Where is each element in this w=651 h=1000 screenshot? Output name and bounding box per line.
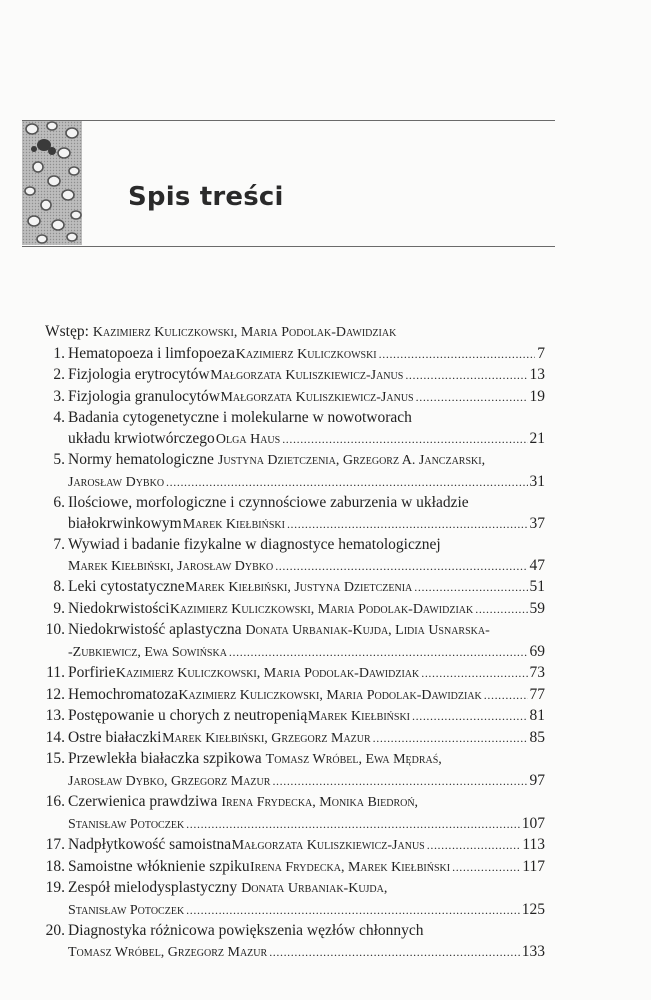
toc-entry-number: 8. <box>53 578 65 595</box>
toc-entry-page: 37 <box>529 514 545 532</box>
toc-entry-number: 20. <box>45 922 65 939</box>
toc-entry-page: 77 <box>529 685 545 703</box>
toc-leader-dots <box>416 387 528 408</box>
toc-entry-line <box>45 408 545 429</box>
toc-entry-line <box>45 514 545 536</box>
toc-entry-number: 19. <box>45 879 65 896</box>
toc-entry-line <box>45 814 545 836</box>
toc-entry-authors: Olga Haus <box>215 431 281 447</box>
toc-entry-title: Leki cytostatyczne <box>68 578 185 595</box>
toc-entry-authors: Tomasz Wróbel, Ewa Mędraś, <box>265 752 442 767</box>
toc-entry-line <box>45 835 545 857</box>
toc-entry-number: 4. <box>53 409 65 426</box>
toc-entry-title: Niedokrwistość aplastyczna <box>68 621 242 638</box>
toc-entry-title: Zespół mielodysplastyczny <box>68 879 238 896</box>
toc-entry-line <box>45 365 545 387</box>
toc-entry-authors: Donata Urbaniak-Kujda, <box>241 881 388 896</box>
toc-entry-line <box>45 344 545 366</box>
toc-entry-authors: Kazimierz Kuliczkowski, Maria Podolak-Dawidziak <box>115 666 420 681</box>
toc-entry-line <box>45 577 545 599</box>
toc-entry-page: 51 <box>529 578 545 595</box>
toc-entry-page: 47 <box>529 556 545 574</box>
toc-entry-page: 81 <box>529 707 545 724</box>
toc-entry-number: 11. <box>46 664 65 681</box>
toc-entry-title: Ilościowe, morfologiczne i czynnościowe zaburzenia w układzie <box>68 494 469 511</box>
toc-entry-authors: Justyna Dzietczenia, Grzegorz A. Janczarski, <box>217 453 486 468</box>
toc-leader-dots <box>287 514 528 535</box>
toc-entry-page: 31 <box>529 472 545 490</box>
toc-entry-page: 13 <box>529 366 545 383</box>
toc-entry-line <box>45 685 545 707</box>
toc-entry-authors: Kazimierz Kuliczkowski <box>235 346 377 362</box>
toc-entry-number: 12. <box>45 685 65 703</box>
toc-leader-dots <box>186 900 520 921</box>
header-bottom-rule <box>22 246 555 247</box>
toc-entry-line <box>45 620 545 642</box>
toc-entry-number: 7. <box>53 536 65 553</box>
toc-intro-authors: Kazimierz Kuliczkowski, Maria Podolak-Dawidziak <box>92 325 397 340</box>
toc-entry-title: Niedokrwistości <box>68 599 170 617</box>
toc-entry-authors: Marek Kiełbiński, Justyna Dzietczenia <box>185 580 413 595</box>
toc-entry-number: 6. <box>53 494 65 511</box>
toc-leader-dots <box>166 472 527 493</box>
toc-entry-title: Badania cytogenetyczne i molekularne w nowotworach <box>68 409 412 426</box>
toc-entry-line <box>45 472 545 494</box>
toc-entry-authors: Stanisław Potoczek <box>68 902 185 918</box>
toc-entry-title: Nadpłytkowość samoistna <box>68 836 232 853</box>
toc-entry-title: Fizjologia granulocytów <box>68 387 220 405</box>
toc-entry-page: 19 <box>529 387 545 405</box>
toc-leader-dots <box>405 365 527 386</box>
toc-entry-line <box>45 642 545 664</box>
page-title: Spis treści <box>128 182 284 212</box>
toc-leader-dots <box>272 771 527 792</box>
toc-entry-number: 15. <box>45 750 65 767</box>
toc-entry-line <box>45 942 545 964</box>
toc-entry-authors: Marek Kiełbiński, Jarosław Dybko <box>68 558 274 574</box>
toc-entry-number: 16. <box>45 793 65 810</box>
toc-entry-number: 1. <box>53 344 65 362</box>
toc-entry-line <box>45 771 545 793</box>
toc-leader-dots <box>379 344 536 365</box>
toc-entry-page: 117 <box>522 857 545 875</box>
toc-entry-authors: Małgorzata Kuliszkiewicz-Janus <box>210 368 404 383</box>
toc-entry-line <box>45 706 545 728</box>
toc-leader-dots <box>269 942 520 963</box>
toc-entry-line <box>45 599 545 621</box>
toc-leader-dots <box>275 556 527 577</box>
toc-leader-dots <box>421 663 527 684</box>
toc-entry-title: Hemochromatoza <box>68 685 179 703</box>
header-top-rule <box>22 120 555 121</box>
toc-entry-page: 107 <box>521 814 545 832</box>
toc-intro <box>45 322 545 344</box>
toc-leader-dots <box>475 599 527 620</box>
toc-entry-line <box>45 728 545 750</box>
toc-entry-line <box>45 450 545 472</box>
toc-leader-dots <box>229 642 528 663</box>
toc-entry-line <box>45 878 545 900</box>
toc-leader-dots <box>452 857 520 878</box>
toc-entry-page: 73 <box>529 664 545 681</box>
toc-entry-line <box>45 663 545 685</box>
toc-entry-title: Normy hematologiczne <box>68 451 214 468</box>
toc-entry-title: Hematopoeza i limfopoeza <box>68 344 235 362</box>
toc-entry-title: Ostre białaczki <box>68 728 162 746</box>
toc-leader-dots <box>186 814 520 835</box>
toc-entry-page: 97 <box>529 771 545 789</box>
toc-entry-title: Samoistne włóknienie szpiku <box>68 857 250 875</box>
toc-entry-number: 5. <box>53 451 65 468</box>
toc-entry-authors: -Zubkiewicz, Ewa Sowińska <box>68 644 227 660</box>
toc-entry-line <box>45 535 545 556</box>
toc-entry-title: Wywiad i badanie fizykalne w diagnostyce hematologicznej <box>68 536 441 553</box>
toc-entry-line <box>45 556 545 578</box>
toc-entry-number: 3. <box>53 387 65 405</box>
toc-entry-authors: Tomasz Wróbel, Grzegorz Mazur <box>68 944 268 960</box>
toc-entry-number: 18. <box>45 857 65 875</box>
toc-entry-authors: Irena Frydecka, Marek Kiełbiński <box>249 859 451 875</box>
toc-leader-dots <box>373 728 528 749</box>
toc-entry-authors: Marek Kiełbiński <box>307 709 411 724</box>
toc-leader-dots <box>484 685 528 706</box>
toc-entry-title: Przewlekła białaczka szpikowa <box>68 750 262 767</box>
toc-entry-page: 69 <box>529 642 545 660</box>
toc-entry-number: 2. <box>53 366 65 383</box>
toc-entry-authors: Stanisław Potoczek <box>68 816 185 832</box>
toc-entry-title: Czerwienica prawdziwa <box>68 793 218 810</box>
toc-entry-page: 85 <box>529 728 545 746</box>
toc-leader-dots <box>412 706 527 727</box>
toc-entry-authors: Marek Kiełbiński <box>182 516 285 532</box>
toc-entry-number: 9. <box>53 599 65 617</box>
toc-entry-authors: Kazimierz Kuliczkowski, Maria Podolak-Dawidziak <box>178 687 482 703</box>
toc-entry-page: 113 <box>522 836 545 853</box>
toc-entry-number: 14. <box>45 728 65 746</box>
toc-entry-authors: Małgorzata Kuliszkiewicz-Janus <box>220 389 414 405</box>
toc-leader-dots <box>282 429 527 450</box>
toc-entry-authors: Irena Frydecka, Monika Biedroń, <box>221 795 419 810</box>
toc-entry-number: 13. <box>45 707 65 724</box>
toc-entry-line <box>45 900 545 922</box>
toc-intro-label: Wstęp: <box>45 323 89 340</box>
toc-entry-line <box>45 749 545 771</box>
table-of-contents <box>45 322 545 963</box>
toc-entry-line <box>45 387 545 409</box>
blood-cells-image <box>22 121 82 245</box>
toc-entry-page: 7 <box>537 344 545 362</box>
toc-entry-authors: Małgorzata Kuliszkiewicz-Janus <box>231 838 425 853</box>
toc-entry-authors: Donata Urbaniak-Kujda, Lidia Usnarska- <box>245 623 490 638</box>
toc-entry-title: Diagnostyka różnicowa powiększenia węzłów chłonnych <box>68 922 424 939</box>
toc-entry-title: układu krwiotwórczego <box>68 429 215 447</box>
toc-entry-line <box>45 792 545 814</box>
toc-entry-line <box>45 493 545 514</box>
toc-entry-number: 17. <box>45 836 65 853</box>
toc-entry-title: Porfirie <box>68 664 116 681</box>
toc-entry-page: 59 <box>529 599 545 617</box>
toc-entry-title: białokrwinkowym <box>68 514 182 532</box>
toc-entry-title: Fizjologia erytrocytów <box>68 366 210 383</box>
toc-leader-dots <box>427 835 521 856</box>
toc-entry-title: Postępowanie u chorych z neutropenią <box>68 707 308 724</box>
toc-entry-authors: Marek Kiełbiński, Grzegorz Mazur <box>162 730 371 746</box>
toc-entry-line <box>45 857 545 879</box>
toc-leader-dots <box>414 577 527 598</box>
toc-entry-page: 133 <box>521 942 545 960</box>
toc-entry-page: 21 <box>529 429 545 447</box>
toc-entry-authors: Jarosław Dybko <box>68 474 165 490</box>
toc-entry-authors: Jarosław Dybko, Grzegorz Mazur <box>68 773 271 789</box>
toc-entry-line <box>45 921 545 942</box>
toc-entry-authors: Kazimierz Kuliczkowski, Maria Podolak-Dawidziak <box>169 601 474 617</box>
toc-entry-number: 10. <box>45 621 65 638</box>
toc-entry-line <box>45 429 545 451</box>
toc-entry-page: 125 <box>521 900 545 918</box>
